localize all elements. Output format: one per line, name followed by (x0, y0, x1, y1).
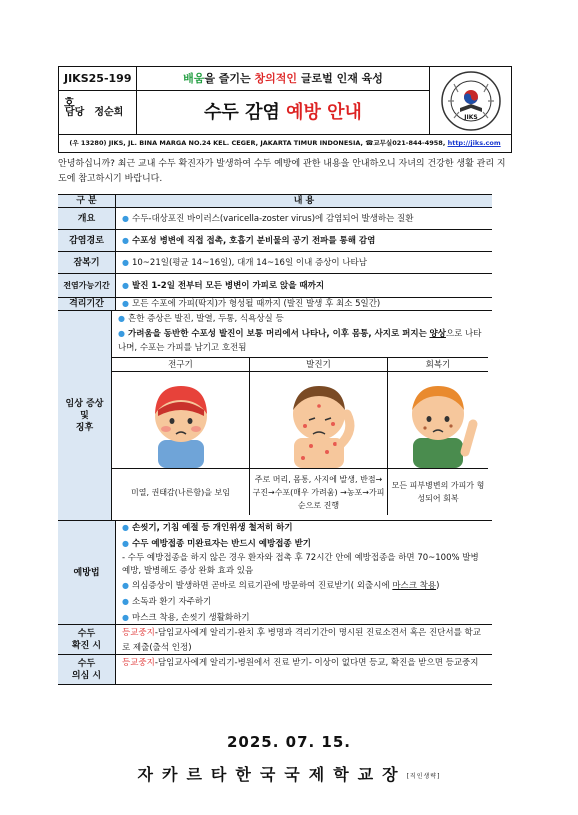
stage-label: 회복기 (388, 358, 488, 372)
mask-text: 마스크 착용 (392, 580, 437, 591)
row-content (116, 252, 492, 273)
school-emblem-icon (440, 70, 502, 132)
school-logo (429, 67, 512, 135)
school-slogan (137, 67, 429, 91)
title-part: 수두 감염 (204, 102, 287, 123)
bullet-icon: ● (118, 329, 125, 338)
row-content (116, 208, 492, 229)
row-label: 의심 시 (71, 670, 102, 681)
table-row-contagious (58, 274, 492, 298)
table-row-incubation (58, 252, 492, 274)
symptom-line: 흔한 증상은 발진, 발열, 두통, 식욕상실 등 (127, 314, 284, 324)
table-row-suspected (58, 655, 492, 685)
logo-text: JIKS (464, 113, 478, 121)
symptom-line-underlined: 양상 (429, 329, 446, 339)
stage-caption: 미열, 권태감(나른함)을 보임 (112, 468, 249, 515)
document-number: JIKS25-199호 (59, 67, 137, 91)
bullet-icon: ● (122, 596, 129, 606)
row-label: 개요 (58, 208, 116, 229)
row-label: 전염가능기간 (58, 274, 116, 297)
website-link[interactable]: http://jiks.com (447, 139, 501, 147)
child-recovery-illustration (388, 372, 488, 468)
document-date: 2025. 07. 15. (226, 733, 352, 751)
bullet-icon: ● (122, 538, 129, 548)
bullet-icon: ● (118, 314, 125, 323)
prevention-line: - 수두 예방접종을 하지 않은 경우 환자와 접촉 후 72시간 안에 예방접종을 하면 70~100% 발병 예방, 발병해도 증상 완화 효과 있음 (122, 552, 479, 576)
row-label: 및 (80, 410, 89, 421)
stage-caption: 모든 피부병변의 가피가 형성되어 회복 (388, 468, 488, 515)
row-content (116, 625, 492, 654)
stage-rash (250, 358, 388, 515)
table-row-overview (58, 208, 492, 230)
staff-name: 정순희 (94, 107, 124, 118)
staff-label: 담당 (65, 107, 85, 118)
bullet-icon: ● (122, 235, 129, 245)
slogan-word-learning: 배움 (183, 72, 205, 85)
child-fever-illustration (112, 372, 249, 468)
slogan-part: 을 즐기는 (204, 72, 255, 85)
stage-label: 발진기 (250, 358, 387, 372)
school-suspension-text: 등교중지 (122, 628, 155, 638)
stage-label: 전구기 (112, 358, 249, 372)
table-header-row (58, 195, 492, 208)
school-suspension-text: 등교중지 (122, 658, 155, 668)
row-content (116, 298, 492, 310)
row-content (116, 274, 492, 297)
table-row-prevention (58, 521, 492, 625)
row-label: 격리기간 (58, 298, 116, 310)
child-rash-illustration (250, 372, 387, 468)
overview-text: 수두-대상포진 바이러스(varicella-zoster virus)에 감염되어 발생하는 질환 (131, 213, 414, 224)
stage-prodromal (112, 358, 250, 515)
bullet-icon: ● (122, 299, 129, 308)
prevention-line: ) (436, 580, 440, 591)
staff-cell (59, 91, 137, 135)
bullet-icon: ● (122, 612, 129, 622)
prevention-line: 마스크 착용, 손씻기 생활화하기 (131, 612, 250, 623)
intro-paragraph: 안녕하십니까? 최근 교내 수두 확진자가 발생하여 수두 예방에 관한 내용을 안내하오니 자녀의 건강한 생활 관리 지도에 참고하시기 바랍니다. (58, 159, 506, 184)
bullet-icon: ● (122, 522, 129, 532)
row-label: 수두 (77, 658, 96, 669)
stage-illustrations (112, 357, 488, 515)
slogan-part: 글로벌 인재 육성 (297, 72, 383, 85)
table-row-route (58, 230, 492, 252)
slogan-word-creative: 창의적인 (254, 72, 298, 85)
info-table (58, 194, 492, 685)
stage-recovery (388, 358, 488, 515)
contagious-text: 발진 1-2일 전부터 모든 병변이 가피로 앉을 때까지 (131, 280, 325, 291)
school-signature (0, 762, 578, 785)
incubation-text: 10~21일(평균 14~16일), 대개 14~16일 이내 증상이 나타남 (131, 257, 367, 268)
row-content (112, 311, 492, 520)
symptom-line: 으로 나타나며, 수포는 가피를 남기고 호전됨 (118, 329, 482, 353)
school-name: 자카르타한국국제학교장 (137, 765, 407, 784)
row-label-symptoms (58, 311, 112, 520)
row-content (116, 521, 492, 624)
row-label-suspected (58, 655, 116, 684)
header-row-title (59, 91, 429, 135)
column-header-category: 구 분 (58, 195, 116, 207)
school-address (59, 135, 511, 152)
table-row-isolation (58, 298, 492, 311)
confirmed-text: -담임교사에게 알리기-완치 후 병명과 격리기간이 명시된 진료소견서 혹은 진단서를 학교로 제출(출석 인정) (122, 628, 481, 653)
bullet-icon: ● (122, 280, 129, 290)
table-row-confirmed (58, 625, 492, 655)
stage-caption: 주로 머리, 몸통, 사지에 발생, 반점→구진→수포(매우 가려움) →농포→가피 순으로 진행 (250, 468, 387, 515)
prevention-line: 의심증상이 발생하면 곧바로 의료기관에 방문하여 진료받기( 외출시에 (131, 580, 393, 591)
row-content (116, 230, 492, 251)
row-label: 예방법 (58, 521, 116, 624)
prevention-line: 소독과 환기 자주하기 (131, 596, 212, 607)
row-label: 징후 (75, 422, 94, 433)
prevention-line: 손씻기, 기침 예절 등 개인위생 철저히 하기 (131, 522, 293, 533)
row-label: 감염경로 (58, 230, 116, 251)
row-label: 확진 시 (71, 640, 102, 651)
row-label-confirmed (58, 625, 116, 654)
seal-omitted: [직인생략] (406, 773, 441, 780)
row-content (116, 655, 492, 684)
header-row-top (59, 67, 429, 109)
symptom-line: 가려움을 동반한 수포성 발진이 보통 머리에서 나타나, 이후 몸통, 사지로 퍼지는 (127, 329, 427, 339)
suspected-text: -담임교사에게 알리기-병원에서 진료 받기- 이상이 없다면 등교, 확진을 받으면 등교중지 (154, 658, 479, 668)
title-part-red: 예방 안내 (286, 102, 362, 123)
column-header-content: 내 용 (293, 196, 315, 206)
isolation-text: 모든 수포에 가피(딱지)가 형성될 때까지 (발진 발생 후 최소 5일간) (131, 299, 381, 309)
address-text: (우 13280) JIKS, JL. BINA MARGA NO.24 KEL. CEGER, JAKARTA TIMUR INDONESIA, ☎교무실021-844-4958, (69, 139, 448, 147)
route-text: 수포성 병변에 직접 접촉, 호흡기 분비물의 공기 전파를 통해 감염 (131, 235, 376, 246)
page-title (137, 91, 429, 135)
bullet-icon: ● (122, 580, 129, 590)
row-label: 임상 증상 (65, 398, 104, 409)
prevention-line: 수두 예방접종 미완료자는 반드시 예방접종 받기 (131, 538, 312, 549)
bullet-icon: ● (122, 213, 129, 223)
document-header (58, 66, 512, 153)
row-label: 잠복기 (58, 252, 116, 273)
bullet-icon: ● (122, 257, 129, 267)
row-label: 수두 (77, 628, 96, 639)
table-row-symptoms (58, 311, 492, 521)
